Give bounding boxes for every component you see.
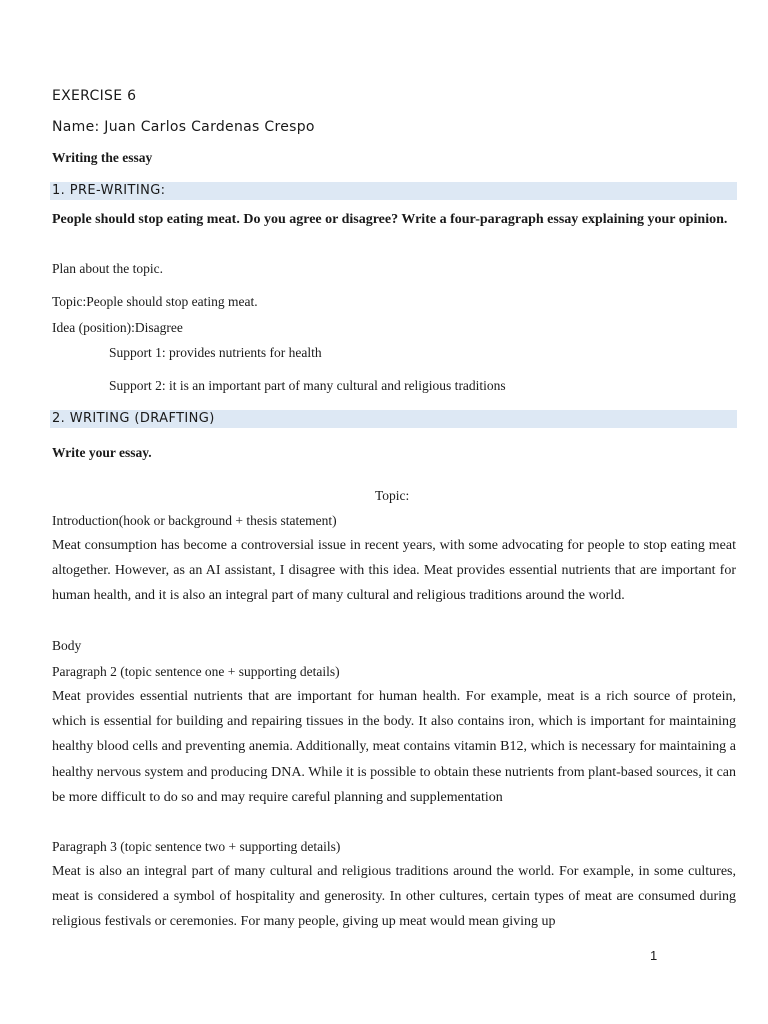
prewriting-heading: 1. PRE-WRITING: xyxy=(52,183,166,198)
exercise-title: EXERCISE 6 xyxy=(52,88,137,104)
name-label: Name: xyxy=(52,119,100,135)
support-2: Support 2: it is an important part of many cultural and religious traditions xyxy=(109,378,506,393)
writing-heading: 2. WRITING (DRAFTING) xyxy=(52,411,215,426)
paragraph3-heading: Paragraph 3 (topic sentence two + supporting details) xyxy=(52,839,341,854)
page-number: 1 xyxy=(650,948,658,963)
essay-topic-label: Topic: xyxy=(375,488,410,503)
subtitle: Writing the essay xyxy=(52,150,153,165)
intro-paragraph: Meat consumption has become a controversial issue in recent years, with some advocating for people to stop eating meat altogether. However, as an AI assistant, I disagree with this idea. Meat provides essential nutrients that are important for human health, and it is also an integral part of many cultural and religious traditions around the world. xyxy=(52,538,736,604)
topic-line: Topic:People should stop eating meat. xyxy=(52,294,258,309)
write-instruction: Write your essay. xyxy=(52,445,152,460)
paragraph2-heading: Paragraph 2 (topic sentence one + supporting details) xyxy=(52,664,340,679)
name-value: Juan Carlos Cardenas Crespo xyxy=(104,119,315,135)
student-name xyxy=(52,119,315,135)
paragraph2-text: Meat provides essential nutrients that are important for human health. For example, meat is a rich source of protein, which is essential for building and repairing tissues in the body. It also contains iron, which is important for maintaining healthy blood cells and preventing anemia. Additionally, meat contains vitamin B12, which is necessary for maintaining a healthy nervous system and producing DNA. While it is possible to obtain these nutrients from plant-based sources, it can be more difficult to do so and may require careful planning and supplementation xyxy=(52,689,736,805)
support-1: Support 1: provides nutrients for health xyxy=(109,345,322,360)
intro-heading: Introduction(hook or background + thesis statement) xyxy=(52,513,337,528)
idea-line: Idea (position):Disagree xyxy=(52,320,183,335)
essay-question: People should stop eating meat. Do you agree or disagree? Write a four-paragraph essay explaining your opinion. xyxy=(52,212,728,227)
body-label: Body xyxy=(52,638,82,653)
plan-line: Plan about the topic. xyxy=(52,261,163,276)
paragraph3-text: Meat is also an integral part of many cultural and religious traditions around the world. For example, in some cultures, meat is considered a symbol of hospitality and generosity. In other cultures, certain types of meat are consumed during religious festivals or ceremonies. For many people, giving up meat would mean giving up xyxy=(52,864,736,930)
